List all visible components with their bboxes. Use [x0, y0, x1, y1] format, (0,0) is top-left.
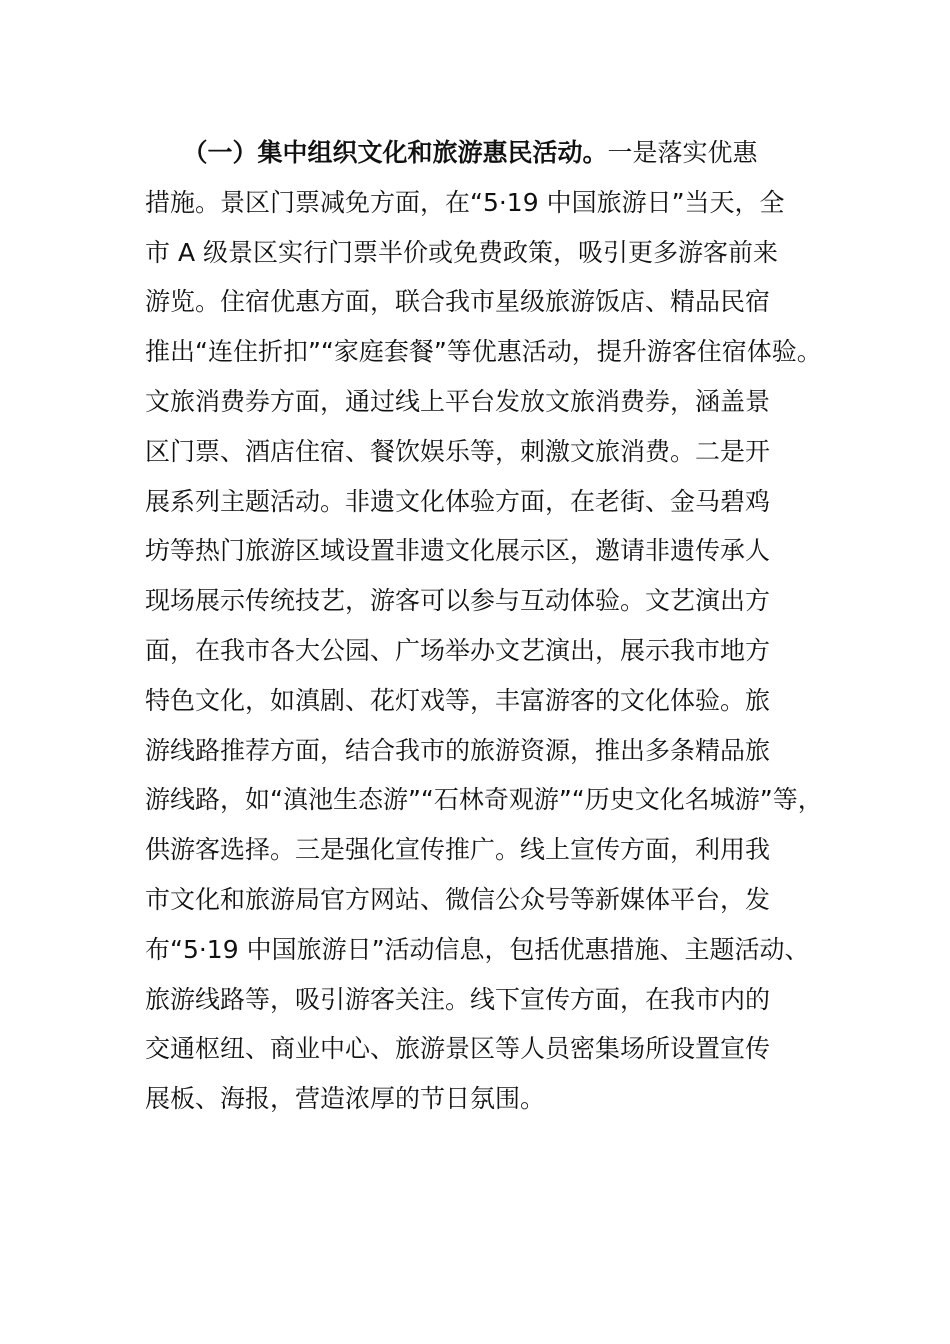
text-line-20: 展板、海报，营造浓厚的节日氛围。	[145, 1084, 546, 1114]
body-paragraph	[145, 128, 823, 1124]
text-line-content: 一是落实优惠	[607, 138, 758, 167]
text-line-3: 市 A 级景区实行门票半价或免费政策，吸引更多游客前来	[145, 237, 778, 267]
text-line-9: 坊等热门旅游区域设置非遗文化展示区，邀请非遗传承人	[145, 536, 771, 566]
section-heading: （一）集中组织文化和旅游惠民活动。	[195, 138, 608, 167]
text-line-2: 措施。景区门票减免方面，在“5·19 中国旅游日”当天，全	[145, 187, 785, 217]
text-line-19: 交通枢纽、商业中心、旅游景区等人员密集场所设置宣传	[145, 1034, 771, 1064]
first-line-indent	[145, 138, 195, 167]
text-line-18: 旅游线路等，吸引游客关注。线下宣传方面，在我市内的	[145, 984, 771, 1014]
text-line-7: 区门票、酒店住宿、餐饮娱乐等，刺激文旅消费。二是开	[145, 436, 771, 466]
text-line-13: 游线路推荐方面，结合我市的旅游资源，推出多条精品旅	[145, 735, 771, 765]
text-line-15: 供游客选择。三是强化宣传推广。线上宣传方面，利用我	[145, 835, 771, 865]
text-line-14: 游线路，如“滇池生态游”“石林奇观游”“历史文化名城游”等，	[145, 785, 823, 815]
text-line-10: 现场展示传统技艺，游客可以参与互动体验。文艺演出方	[145, 586, 771, 616]
text-line-11: 面，在我市各大公园、广场举办文艺演出，展示我市地方	[145, 635, 771, 665]
text-line-4: 游览。住宿优惠方面，联合我市星级旅游饭店、精品民宿	[145, 287, 771, 317]
text-line-16: 市文化和旅游局官方网站、微信公众号等新媒体平台，发	[145, 884, 771, 914]
text-line-12: 特色文化，如滇剧、花灯戏等，丰富游客的文化体验。旅	[145, 685, 771, 715]
text-line-1	[145, 128, 815, 178]
text-line-17: 布“5·19 中国旅游日”活动信息，包括优惠措施、主题活动、	[145, 934, 810, 964]
text-line-5: 推出“连住折扣”“家庭套餐”等优惠活动，提升游客住宿体验。	[145, 337, 822, 367]
text-line-6: 文旅消费券方面，通过线上平台发放文旅消费券，涵盖景	[145, 386, 771, 416]
text-line-8: 展系列主题活动。非遗文化体验方面，在老街、金马碧鸡	[145, 486, 771, 516]
